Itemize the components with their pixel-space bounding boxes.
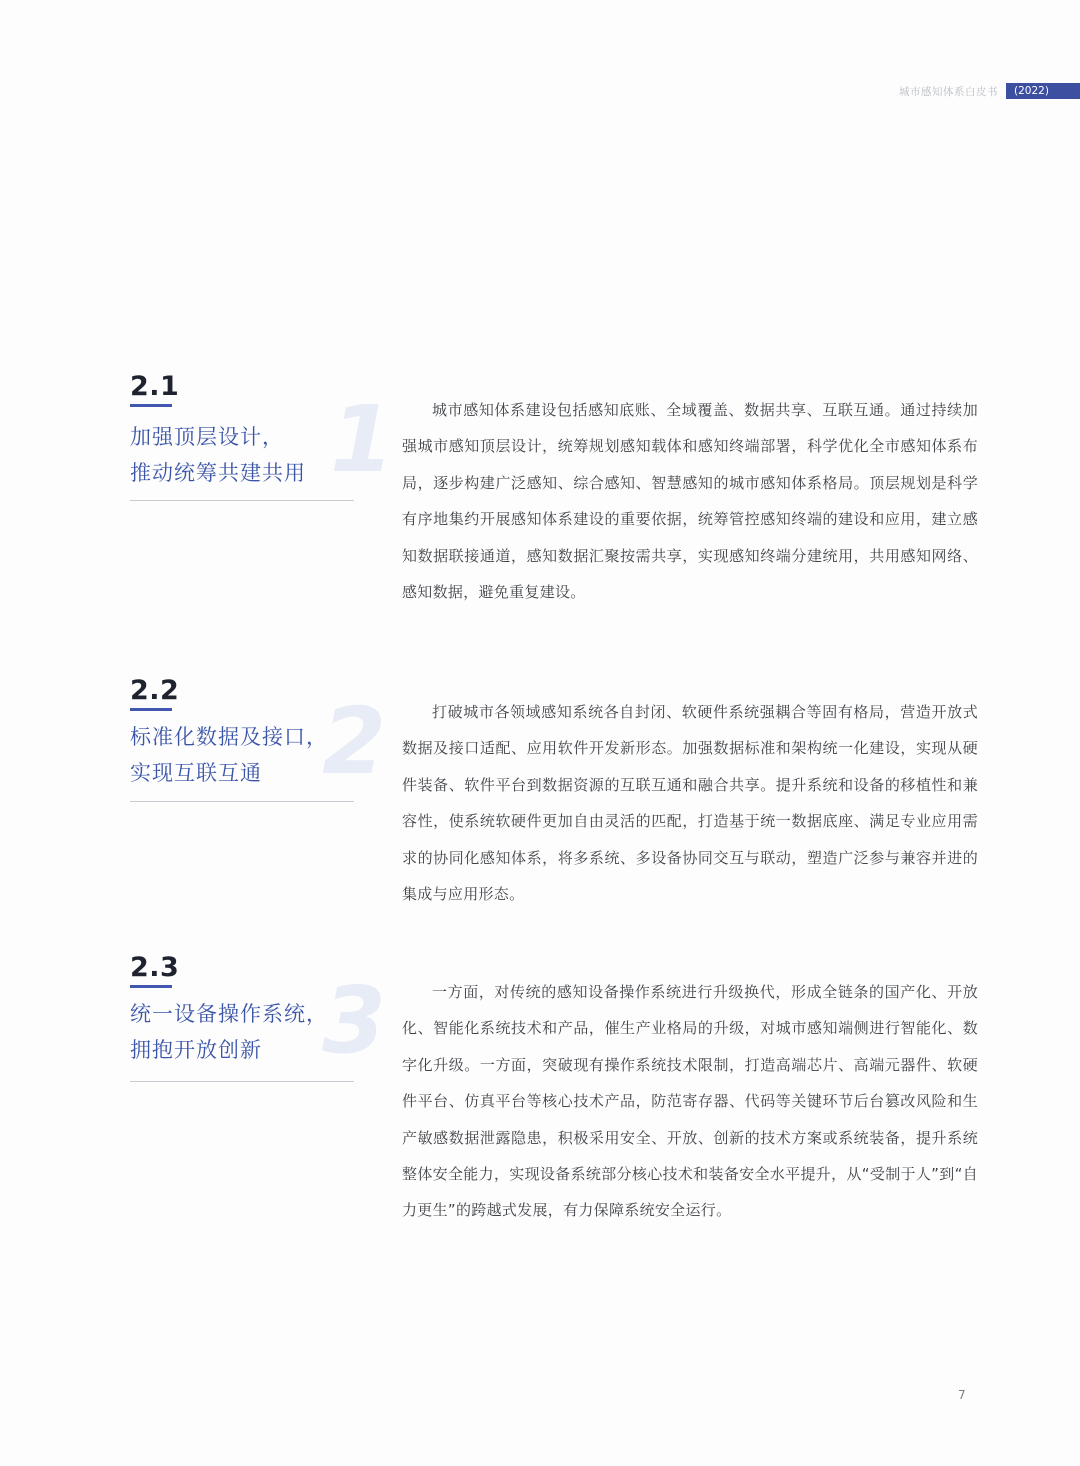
section-body-text: 打破城市各领域感知系统各自封闭、软硬件系统强耦合等固有格局，营造开放式数据及接口适配、应用软件开发新形态。加强数据标准和架构统一化建设，实现从硬件装备、软件平台到数据资源的互联互通和融合共享。提升系统和设备的移植性和兼容性，使系统软硬件更加自由灵活的匹配，打造基于统一数据底座、满足专业应用需求的协同化感知体系，将多系统、多设备协同交互与联动，塑造广泛参与兼容并进的集成与应用形态。 [402,703,978,904]
section-title-line-2: 拥抱开放创新 [130,1038,262,1062]
section-number-underline [130,985,172,988]
section-divider [130,500,354,501]
section-number: 2.3 [130,952,180,983]
section-title [130,996,354,1068]
section-heading-block [130,372,354,491]
section-divider [130,1081,354,1082]
section-number: 2.2 [130,675,180,706]
running-header [899,82,1080,100]
section-title [130,719,354,791]
section-body-text: 一方面，对传统的感知设备操作系统进行升级换代，形成全链条的国产化、开放化、智能化系统技术和产品，催生产业格局的升级，对城市感知端侧进行智能化、数字化升级。一方面，突破现有操作系统技术限制，打造高端芯片、高端元器件、软硬件平台、仿真平台等核心技术产品，防范寄存器、代码等关键环节后台篡改风险和生产敏感数据泄露隐患，积极采用安全、开放、创新的技术方案或系统装备，提升系统整体安全能力，实现设备系统部分核心技术和装备安全水平提升，从“受制于人”到“自力更生”的跨越式发展，有力保障系统安全运行。 [402,983,978,1220]
decorative-section-digit: 2 [322,688,387,795]
section-title-line-1: 标准化数据及接口， [130,725,328,749]
section-heading-block [130,953,354,1068]
section-number: 2.1 [130,371,180,402]
section-divider [130,801,354,802]
section-body-text: 城市感知体系建设包括感知底账、全域覆盖、数据共享、互联互通。通过持续加强城市感知顶层设计，统筹规划感知载体和感知终端部署，科学优化全市感知体系布局，逐步构建广泛感知、综合感知、智慧感知的城市感知体系格局。顶层规划是科学有序地集约开展感知体系建设的重要依据，统筹管控感知终端的建设和应用，建立感知数据联接通道，感知数据汇聚按需共享，实现感知终端分建统用，共用感知网络、感知数据，避免重复建设。 [402,401,978,602]
section-number-underline [130,404,172,407]
section-heading-block [130,676,354,791]
section-title [130,419,354,491]
section-number-underline [130,708,172,711]
section-title-line-2: 推动统筹共建共用 [130,461,306,485]
decorative-section-digit: 3 [322,967,387,1074]
header-year-badge: (2022) [1006,83,1080,99]
decorative-section-digit: 1 [330,386,395,493]
section-title-line-2: 实现互联互通 [130,761,262,785]
section-title-line-1: 加强顶层设计， [130,425,284,449]
page-number: 7 [958,1388,966,1402]
header-title: 城市感知体系白皮书 [899,85,998,98]
section-title-line-1: 统一设备操作系统， [130,1002,328,1026]
